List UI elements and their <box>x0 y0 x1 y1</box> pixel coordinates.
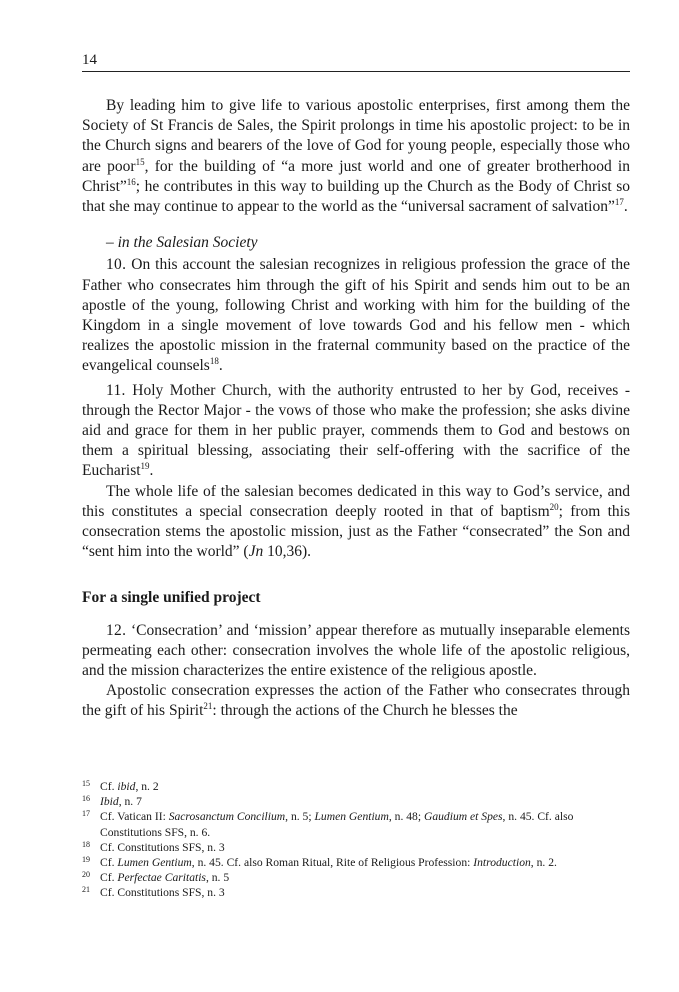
footnote-20 <box>82 870 630 885</box>
text-run: , n. 48; <box>388 810 424 824</box>
text-run: , n. 2 <box>135 780 159 793</box>
text-run: , n. 45. Cf. also Roman Ritual, Rite of Religious Profession: <box>191 856 474 870</box>
text-run: Cf. <box>100 871 118 885</box>
text-run: Perfectae Caritatis <box>117 871 206 885</box>
text-run: Apostolic consecration expresses the action of the Father who consecrates through the gift of his Spirit <box>82 682 630 720</box>
text-run: Lumen Gentium <box>314 810 389 824</box>
footnote-marker: 16 <box>82 794 90 804</box>
footnote-21 <box>82 885 630 900</box>
footnote-ref: 19 <box>140 461 150 472</box>
text-run: Lumen Gentium <box>117 856 192 870</box>
text-run: ibid <box>117 780 136 793</box>
footnote-17 <box>82 809 630 839</box>
paragraph-11-continued <box>82 482 630 563</box>
text-run: Holy Mother Church, with the authority entrusted to her by God, receives - through the Rector Major - the vows of those who make the profession; she asks divine aid and grace for them in her public prayer, commends them to God and bestows on them a spiritual blessing, associating their self-offering with the sacrifice of the Eucharist <box>82 381 630 480</box>
text-run: , n. 7 <box>118 795 142 809</box>
paragraph-12 <box>82 621 630 682</box>
footnote-ref: 17 <box>614 197 624 208</box>
text-run: By leading him to give life to various apostolic enterprises, first among them the Society of St Francis de Sales, the Spirit prolongs in time his apostolic project: to be in the Church signs and bearers of the love of God for young people, especially those who are poor <box>82 97 630 175</box>
text-run: . <box>218 357 223 375</box>
footnote-ref: 21 <box>203 701 213 712</box>
text-run: ‘Consecration’ and ‘mission’ appear therefore as mutually inseparable elements permeating each other: consecration involves the whole life of the apostolic religious, and the mission characterizes the entire existence of the religious apostle. <box>82 621 630 680</box>
text-run: Sacrosanctum Concilium <box>168 810 286 824</box>
text-run: , n. 5; <box>285 810 315 824</box>
text-run: Cf. <box>100 780 118 793</box>
footnote-ref: 18 <box>209 356 219 367</box>
footnote-marker: 19 <box>82 855 90 865</box>
footnote-marker: 18 <box>82 839 90 849</box>
footnote-ref: 15 <box>135 156 145 167</box>
text-run: , n. 2. <box>530 856 557 870</box>
footnote-ref: 16 <box>126 176 136 187</box>
header-rule <box>82 71 630 72</box>
paragraph-number: 11. <box>106 381 126 399</box>
text-run: Cf. Vatican II: <box>100 810 169 824</box>
paragraph-11 <box>82 381 630 482</box>
page-number: 14 <box>82 52 97 68</box>
text-run: . <box>149 462 154 480</box>
footnote-18 <box>82 840 630 855</box>
paragraph-12-continued <box>82 681 630 721</box>
text-run: 10,36). <box>263 543 312 561</box>
footnote-ref: 20 <box>549 501 559 512</box>
text-run: . <box>623 198 628 216</box>
paragraph-10 <box>82 255 630 376</box>
text-run: On this account the salesian recognizes in religious profession the grace of the Father who consecrates him through the gift of his Spirit and sends him out to be an apostle of the young, following Christ and working with him for the building of the Kingdom in a single movement of love towards God and his fellow men - which realizes the apostolic mission in the fraternal community based on the practice of the evangelical counsels <box>82 256 630 375</box>
text-run: Cf. Constitutions SFS, n. 3 <box>100 886 225 900</box>
text-run: Cf. Constitutions SFS, n. 3 <box>100 840 225 854</box>
text-run: , n. 5 <box>205 871 230 885</box>
text-run: , n. 45. Cf. also Constitutions SFS, n. 6. <box>100 810 574 839</box>
paragraph-number: 10. <box>106 256 127 274</box>
footnote-19 <box>82 855 630 870</box>
text-run: : through the actions of the Church he blesses the <box>212 702 518 720</box>
text-run: The whole life of the salesian becomes dedicated in this way to God’s service, and this constitutes a special consecration deeply rooted in that of baptism <box>82 482 630 520</box>
scripture-ref: Jn <box>248 543 264 561</box>
paragraph-intro <box>82 96 630 217</box>
footnote-15 <box>82 779 630 794</box>
main-text <box>82 96 630 722</box>
paragraph-number: 12. <box>106 621 127 639</box>
text-run: , for the building of “a more just world and one of greater brotherhood in Christ” <box>82 157 630 195</box>
text-run: ; from this consecration stems the apostolic mission, just as the Father “consecrated” the Son and “sent him into the world” ( <box>82 502 630 561</box>
sub-heading: – in the Salesian Society <box>106 234 258 252</box>
footnote-16 <box>82 794 630 809</box>
text-run: Ibid <box>100 795 119 809</box>
footnote-marker: 21 <box>82 885 90 895</box>
text-run: ; he contributes in this way to building up the Church as the Body of Christ so that she may continue to appear to the world as the “universal sacrament of salvation” <box>82 177 630 216</box>
footnote-marker: 17 <box>82 809 90 819</box>
text-run: Gaudium et Spes <box>423 810 503 824</box>
text-run: Introduction <box>473 856 531 870</box>
footnotes <box>82 779 630 901</box>
section-heading: For a single unified project <box>82 589 261 607</box>
footnote-marker: 15 <box>82 779 90 788</box>
text-run: Cf. <box>100 856 118 870</box>
footnote-marker: 20 <box>82 870 90 880</box>
